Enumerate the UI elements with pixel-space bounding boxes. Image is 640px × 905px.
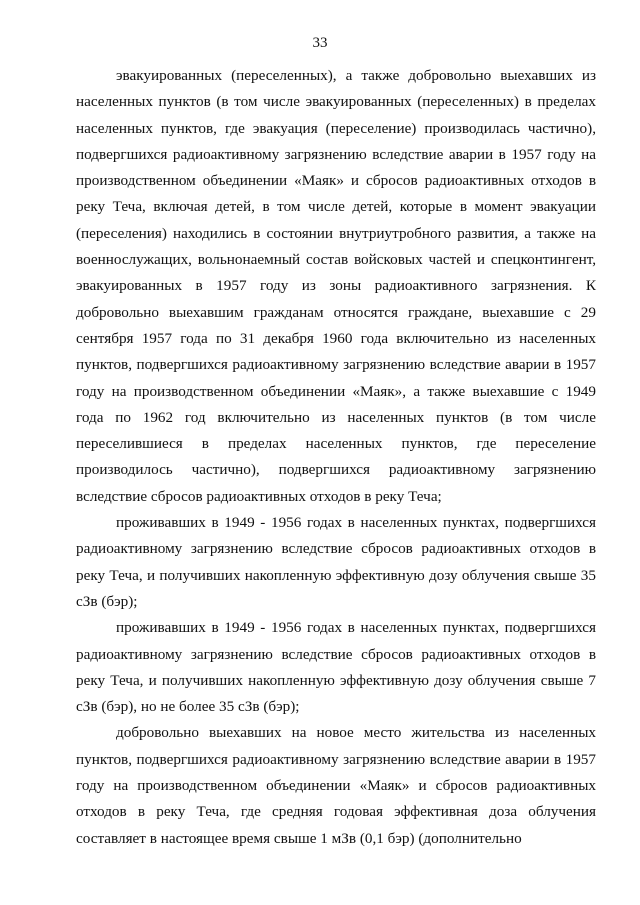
paragraph-evacuated: эвакуированных (переселенных), а также добровольно выехавших из населенных пунктов (в том числе эвакуированных (переселенных) в пределах населенных пунктов, где эвакуация (переселение) производилась частично), подвергшихся радиоактивному загрязнению вследствие аварии в 1957 году на производственном объединении «Маяк» и сбросов радиоактивных отходов в реку Теча, включая детей, в том числе детей, которые в момент эвакуации (переселения) находились в состоянии внутриутробного развития, а также на военнослужащих, вольнонаемный состав войсковых частей и спецконтингент, эвакуированных в 1957 году из зоны радиоактивного загрязнения. К добровольно выехавшим гражданам относятся граждане, выехавшие с 29 сентября 1957 года по 31 декабря 1960 года включительно из населенных пунктов, подвергшихся радиоактивному загрязнению вследствие аварии в 1957 году на производственном объединении «Маяк», а также выехавшие с 1949 года по 1962 год включительно из населенных пунктов (в том числе переселившиеся в пределах населенных пунктов, где переселение производилось частично), подвергшихся радиоактивному загрязнению вследствие сбросов радиоактивных отходов в реку Теча; (76, 67, 596, 505)
paragraph-residents-7-to-35: проживавших в 1949 - 1956 годах в населенных пунктах, подвергшихся радиоактивному загрязнению вследствие сбросов радиоактивных отходов в реку Теча, и получивших накопленную эффективную дозу облучения свыше 7 сЗв (бэр), но не более 35 сЗв (бэр); (76, 619, 596, 716)
paragraph-voluntary-relocation: добровольно выехавших на новое место жительства из населенных пунктов, подвергшихся радиоактивному загрязнению вследствие аварии в 1957 году на производственном объединении «Маяк» и сбросов радиоактивных отходов в реку Теча, где средняя годовая эффективная доза облучения составляет в настоящее время свыше 1 мЗв (0,1 бэр) (дополнительно (76, 724, 596, 847)
page-number: 33 (312, 35, 328, 51)
document-body (76, 63, 596, 852)
paragraph-residents-over-35: проживавших в 1949 - 1956 годах в населенных пунктах, подвергшихся радиоактивному загрязнению вследствие сбросов радиоактивных отходов в реку Теча, и получивших накопленную эффективную дозу облучения свыше 35 сЗв (бэр); (76, 514, 596, 610)
